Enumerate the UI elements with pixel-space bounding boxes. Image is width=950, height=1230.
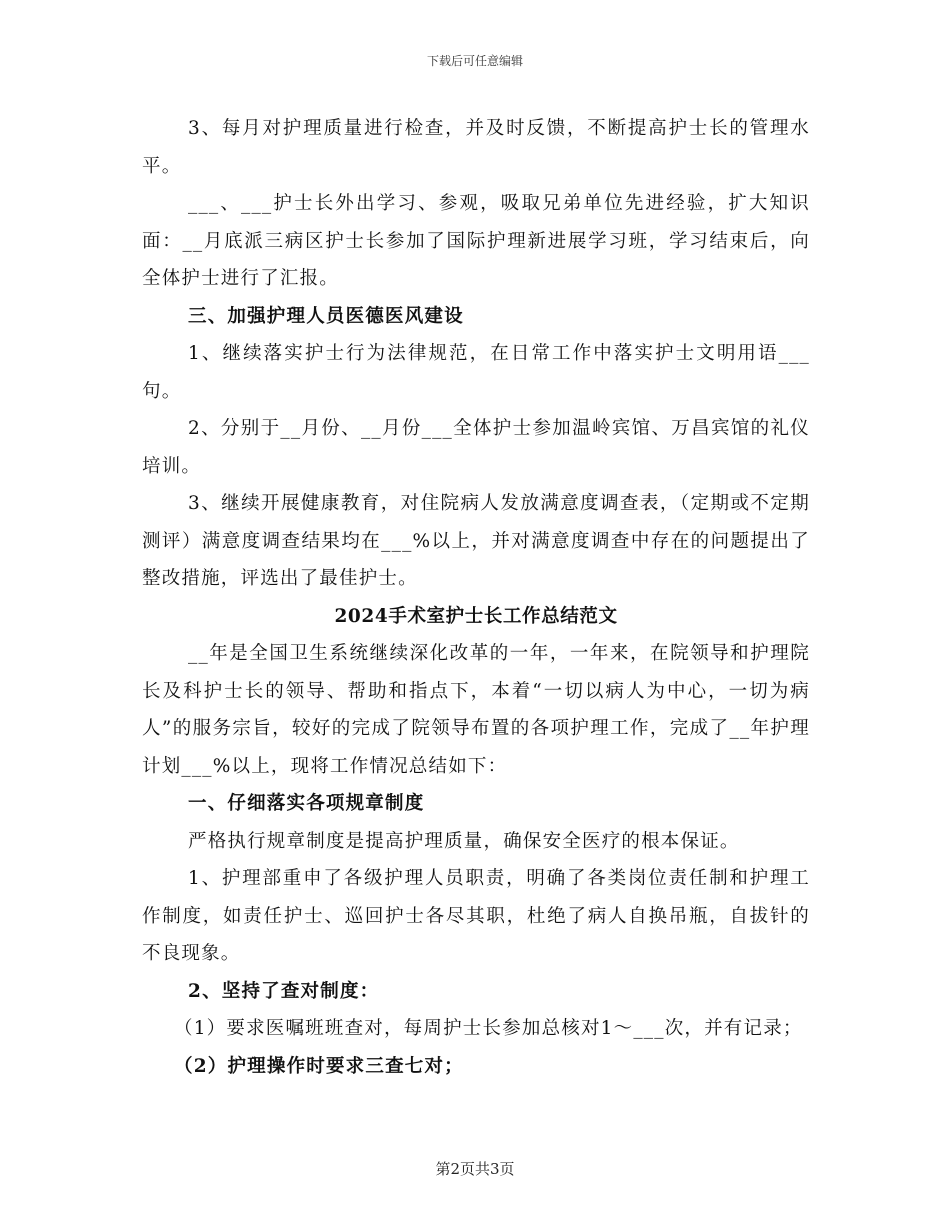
document-title: 2024手术室护士长工作总结范文: [334, 605, 618, 627]
header-note: 下载后可任意编辑: [426, 54, 523, 68]
paragraph: 1、护理部重申了各级护理人员职责，明确了各类岗位责任制和护理工作制度，如责任护士、巡回护士各尽其职，杜绝了病人自换吊瓶，自拔针的不良现象。: [142, 868, 810, 964]
paragraph: __年是全国卫生系统继续深化改革的一年，一年来，在院领导和护理院长及科护士长的领导、帮助和指点下，本着“一切以病人为中心，一切为病人”的服务宗旨，较好的完成了院领导布置的各项护理工作，完成了__年护理计划___%以上，现将工作情况总结如下：: [142, 643, 810, 777]
page-number: 第2页共3页: [435, 1160, 515, 1178]
paragraph: ___、___护士长外出学习、参观，吸取兄弟单位先进经验，扩大知识面：__月底派三病区护士长参加了国际护理新进展学习班，学习结束后，向全体护士进行了汇报。: [142, 193, 810, 289]
subsection-heading: 2、坚持了查对制度：: [188, 980, 380, 1002]
paragraph: 1、继续落实护士行为法律规范，在日常工作中落实护士文明用语___句。: [142, 343, 810, 402]
paragraph: （1）要求医嘱班班查对，每周护士长参加总核对1～___次，并有记录；: [174, 1018, 803, 1039]
paragraph: 3、每月对护理质量进行检查，并及时反馈，不断提高护士长的管理水平。: [142, 118, 810, 177]
subsection-heading: （2）护理操作时要求三查七对；: [174, 1055, 464, 1077]
paragraph: 严格执行规章制度是提高护理质量，确保安全医疗的根本保证。: [188, 830, 740, 852]
paragraph: 3、继续开展健康教育，对住院病人发放满意度调查表，（定期或不定期测评）满意度调查结果均在___%以上，并对满意度调查中存在的问题提出了整改措施，评选出了最佳护士。: [142, 493, 810, 589]
section-heading: 一、仔细落实各项规章制度: [188, 793, 425, 814]
paragraph: 2、分别于__月份、__月份___全体护士参加温岭宾馆、万昌宾馆的礼仪培训。: [142, 418, 810, 477]
section-heading: 三、加强护理人员医德医风建设: [188, 305, 464, 327]
document-body: [142, 110, 810, 1085]
